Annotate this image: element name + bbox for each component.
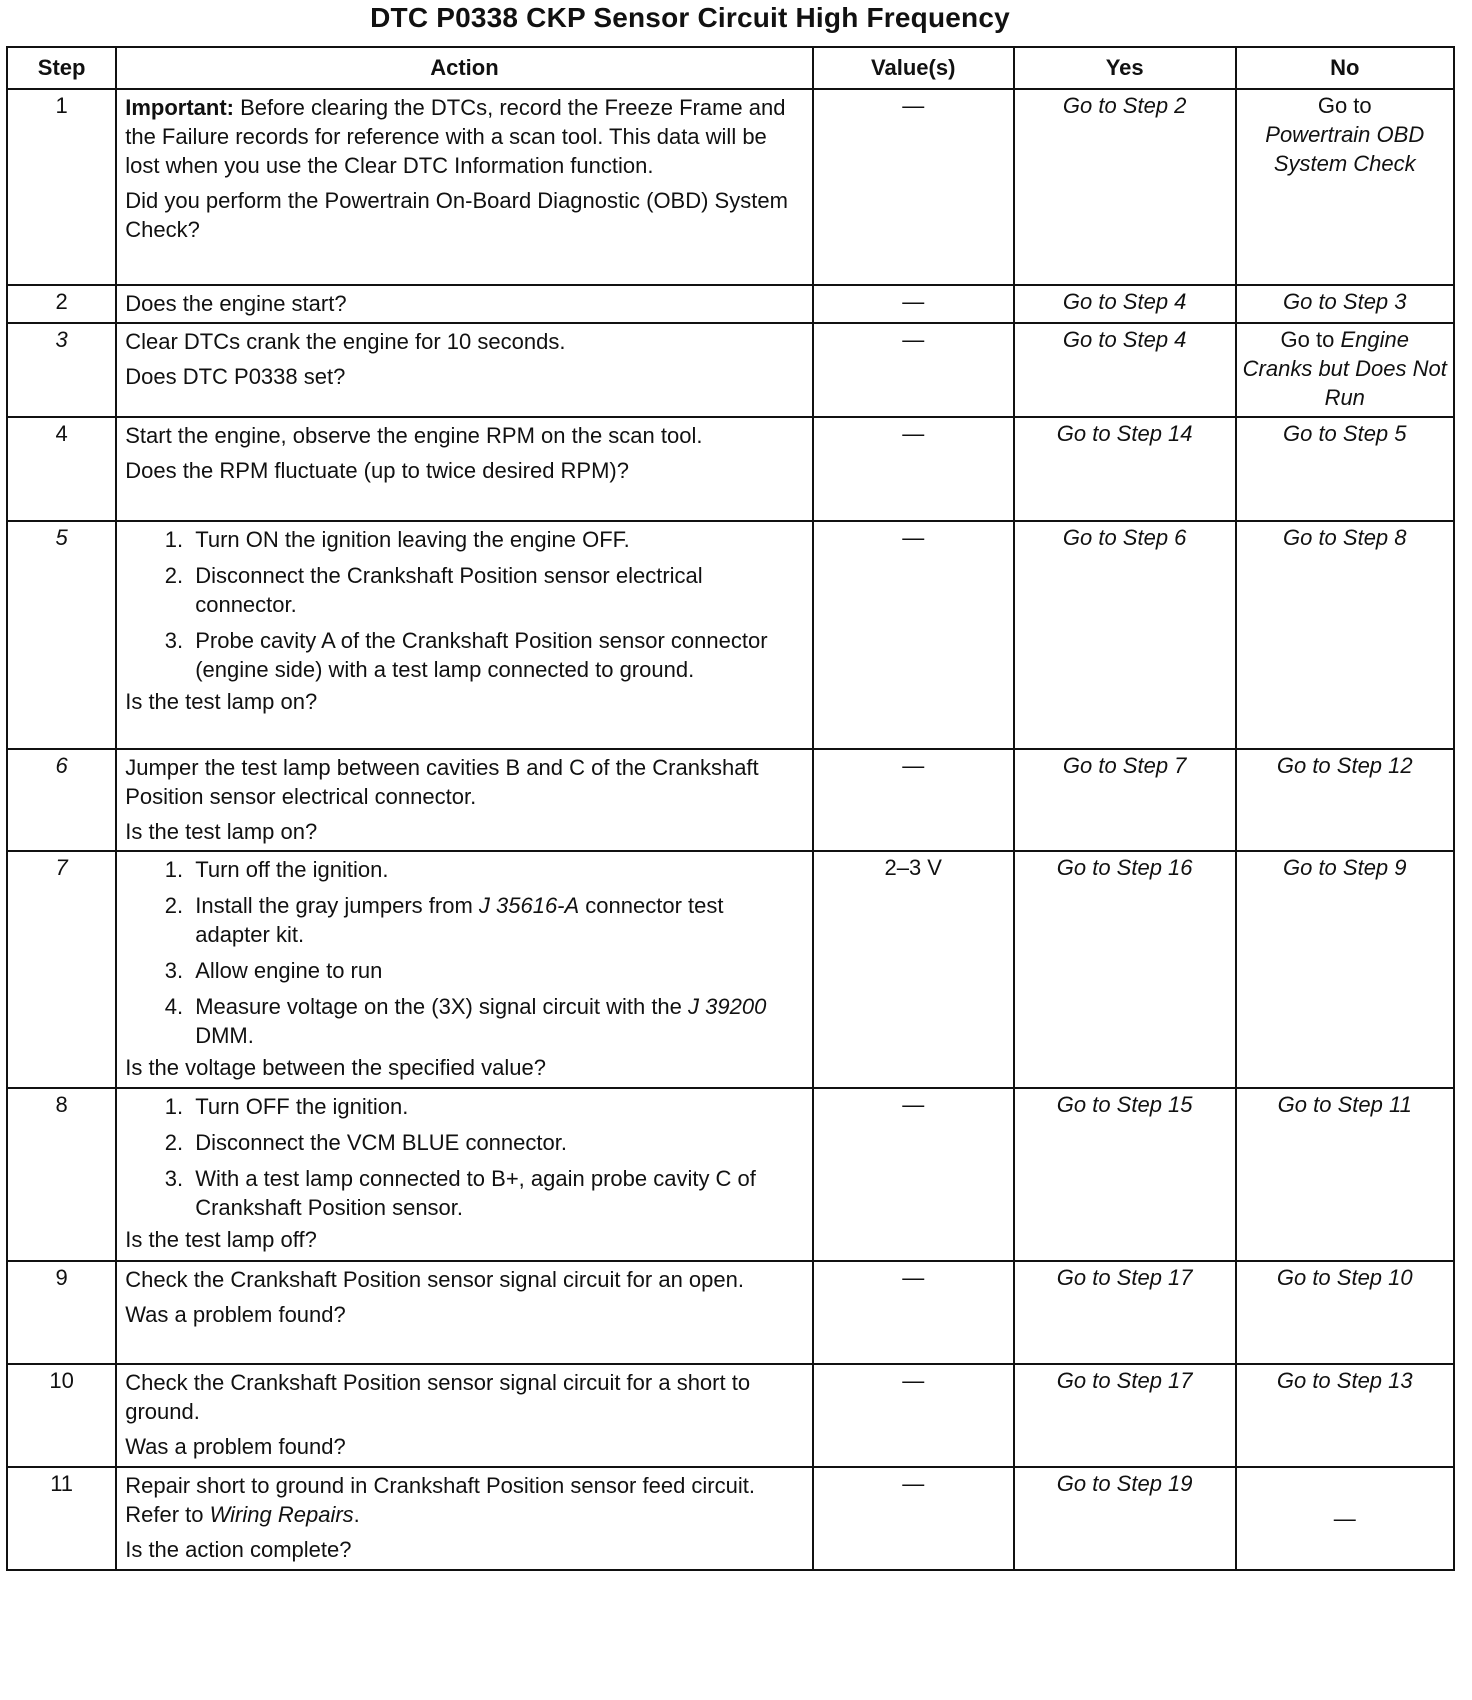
yes-link[interactable]: Go to Step 4 — [1014, 323, 1236, 417]
step-value: — — [813, 417, 1014, 521]
step-action — [116, 417, 812, 521]
table-row — [7, 323, 1454, 417]
no-link[interactable]: Go to Step 13 — [1236, 1364, 1455, 1467]
important-label: Important: — [125, 95, 234, 120]
yes-link[interactable]: Go to Step 15 — [1014, 1088, 1236, 1261]
step-question: Is the test lamp off? — [125, 1227, 317, 1252]
list-item — [189, 891, 803, 949]
step-number: 8 — [7, 1088, 116, 1261]
table-row — [7, 521, 1454, 749]
step-action — [116, 1261, 812, 1364]
no-link[interactable]: Go to Step 5 — [1236, 417, 1455, 521]
step-number: 1 — [7, 89, 116, 285]
no-link-text[interactable]: Cranks but Does Not Run — [1242, 356, 1447, 410]
no-link[interactable]: Go to Step 10 — [1236, 1261, 1455, 1364]
step-action — [116, 521, 812, 749]
step-action — [116, 1364, 812, 1467]
step-value: — — [813, 1467, 1014, 1570]
step-text: Clear DTCs crank the engine for 10 seconds. — [125, 329, 566, 354]
yes-link[interactable]: Go to Step 17 — [1014, 1261, 1236, 1364]
step-list — [125, 855, 803, 1050]
step-value: — — [813, 749, 1014, 851]
step-number: 5 — [7, 521, 116, 749]
step-action — [116, 323, 812, 417]
no-link[interactable]: Go to Step 11 — [1236, 1088, 1455, 1261]
step-text: Start the engine, observe the engine RPM on the scan tool. — [125, 423, 703, 448]
table-row — [7, 1088, 1454, 1261]
important-text: Before clearing the DTCs, record the Freeze Frame and the Failure records for reference with a scan tool. This data will be lost when you use the Clear DTC Information function. — [125, 95, 786, 178]
step-number: 9 — [7, 1261, 116, 1364]
table-row — [7, 1364, 1454, 1467]
step-action — [116, 1467, 812, 1570]
step-value: — — [813, 285, 1014, 323]
step-list — [125, 1092, 803, 1222]
step-number: 11 — [7, 1467, 116, 1570]
table-row — [7, 285, 1454, 323]
list-item: 2. Disconnect the Crankshaft Position sensor electrical connector. — [189, 561, 803, 619]
no-link[interactable]: Go to Step 9 — [1236, 851, 1455, 1088]
step-value: — — [813, 89, 1014, 285]
yes-link[interactable]: Go to Step 6 — [1014, 521, 1236, 749]
important-note — [125, 93, 803, 180]
step-number: 4 — [7, 417, 116, 521]
list-item: 3. Probe cavity A of the Crankshaft Position sensor connector (engine side) with a test lamp connected to ground. — [189, 626, 803, 684]
yes-link[interactable]: Go to Step 17 — [1014, 1364, 1236, 1467]
step-number: 6 — [7, 749, 116, 851]
step-number: 7 — [7, 851, 116, 1088]
step-action — [116, 89, 812, 285]
list-item: 1. Turn off the ignition. — [189, 855, 803, 884]
no-prefix: Go to — [1280, 327, 1341, 352]
step-text-part: Repair short to ground in Crankshaft Position sensor feed circuit. Refer to — [125, 1473, 755, 1527]
step-value: 2–3 V — [813, 851, 1014, 1088]
table-row — [7, 417, 1454, 521]
step-text-part: . — [353, 1502, 360, 1527]
step-question: Was a problem found? — [125, 1434, 346, 1459]
no-link-text[interactable]: Powertrain OBD System Check — [1265, 122, 1425, 176]
step-text: Jumper the test lamp between cavities B and C of the Crankshaft Position sensor electrical connector. — [125, 755, 759, 809]
no-prefix: Go to — [1317, 93, 1372, 118]
page-title: DTC P0338 CKP Sensor Circuit High Frequency — [370, 2, 1010, 33]
step-number: 3 — [7, 323, 116, 417]
table-header-row — [7, 47, 1454, 89]
list-item: 2. Disconnect the VCM BLUE connector. — [189, 1128, 803, 1157]
step-text — [125, 1471, 803, 1529]
step-number: 2 — [7, 285, 116, 323]
tool-reference: J 35616-A — [478, 893, 580, 918]
step-question: Is the action complete? — [125, 1537, 352, 1562]
yes-link[interactable]: Go to Step 19 — [1014, 1467, 1236, 1570]
list-item-text: Measure voltage on the (3X) signal circuit with the — [195, 994, 689, 1019]
yes-link[interactable]: Go to Step 4 — [1014, 285, 1236, 323]
header-action: Action — [116, 47, 812, 89]
header-step: Step — [7, 47, 116, 89]
step-list — [125, 525, 803, 684]
yes-link[interactable]: Go to Step 14 — [1014, 417, 1236, 521]
step-value: — — [813, 1088, 1014, 1261]
header-yes: Yes — [1014, 47, 1236, 89]
table-row — [7, 1261, 1454, 1364]
header-no: No — [1236, 47, 1455, 89]
list-item — [189, 992, 803, 1050]
step-question: Does the RPM fluctuate (up to twice desired RPM)? — [125, 458, 629, 483]
step-value: — — [813, 521, 1014, 749]
step-question: Is the test lamp on? — [125, 689, 318, 714]
table-row — [7, 851, 1454, 1088]
list-item-text: Install the gray jumpers from — [195, 893, 479, 918]
step-action — [116, 851, 812, 1088]
list-item: 1. Turn ON the ignition leaving the engine OFF. — [189, 525, 803, 554]
list-item: 3. Allow engine to run — [189, 956, 803, 985]
list-item: 3. With a test lamp connected to B+, again probe cavity C of Crankshaft Position sensor. — [189, 1164, 803, 1222]
step-action — [116, 749, 812, 851]
list-item-text: connector test adapter kit. — [195, 893, 724, 947]
yes-link[interactable]: Go to Step 16 — [1014, 851, 1236, 1088]
no-link[interactable] — [1236, 89, 1455, 285]
table-row — [7, 749, 1454, 851]
list-item-text: DMM. — [195, 1023, 254, 1048]
step-text: Check the Crankshaft Position sensor signal circuit for a short to ground. — [125, 1370, 751, 1424]
yes-link[interactable]: Go to Step 2 — [1014, 89, 1236, 285]
list-item: 1. Turn OFF the ignition. — [189, 1092, 803, 1121]
step-action — [116, 1088, 812, 1261]
wiring-repairs-link[interactable]: Wiring Repairs — [209, 1502, 354, 1527]
step-value: — — [813, 323, 1014, 417]
no-link-text[interactable]: Engine — [1340, 327, 1409, 352]
step-value: — — [813, 1364, 1014, 1467]
step-question: Does the engine start? — [116, 285, 812, 323]
no-link: — — [1236, 1467, 1455, 1570]
no-link[interactable]: Go to Step 12 — [1236, 749, 1455, 851]
table-row — [7, 89, 1454, 285]
header-value: Value(s) — [813, 47, 1014, 89]
step-number: 10 — [7, 1364, 116, 1467]
diagnostic-table — [6, 46, 1455, 1571]
step-question: Does DTC P0338 set? — [125, 364, 346, 389]
table-row — [7, 1467, 1454, 1570]
step-question: Is the test lamp on? — [125, 819, 318, 844]
step-question: Was a problem found? — [125, 1302, 346, 1327]
no-link[interactable]: Go to Step 3 — [1236, 285, 1455, 323]
step-question: Did you perform the Powertrain On-Board Diagnostic (OBD) System Check? — [125, 188, 788, 242]
step-text: Check the Crankshaft Position sensor signal circuit for an open. — [125, 1267, 744, 1292]
no-link[interactable] — [1236, 323, 1455, 417]
yes-link[interactable]: Go to Step 7 — [1014, 749, 1236, 851]
tool-reference: J 39200 — [688, 994, 767, 1019]
step-value: — — [813, 1261, 1014, 1364]
no-link[interactable]: Go to Step 8 — [1236, 521, 1455, 749]
step-question: Is the voltage between the specified value? — [125, 1055, 546, 1080]
